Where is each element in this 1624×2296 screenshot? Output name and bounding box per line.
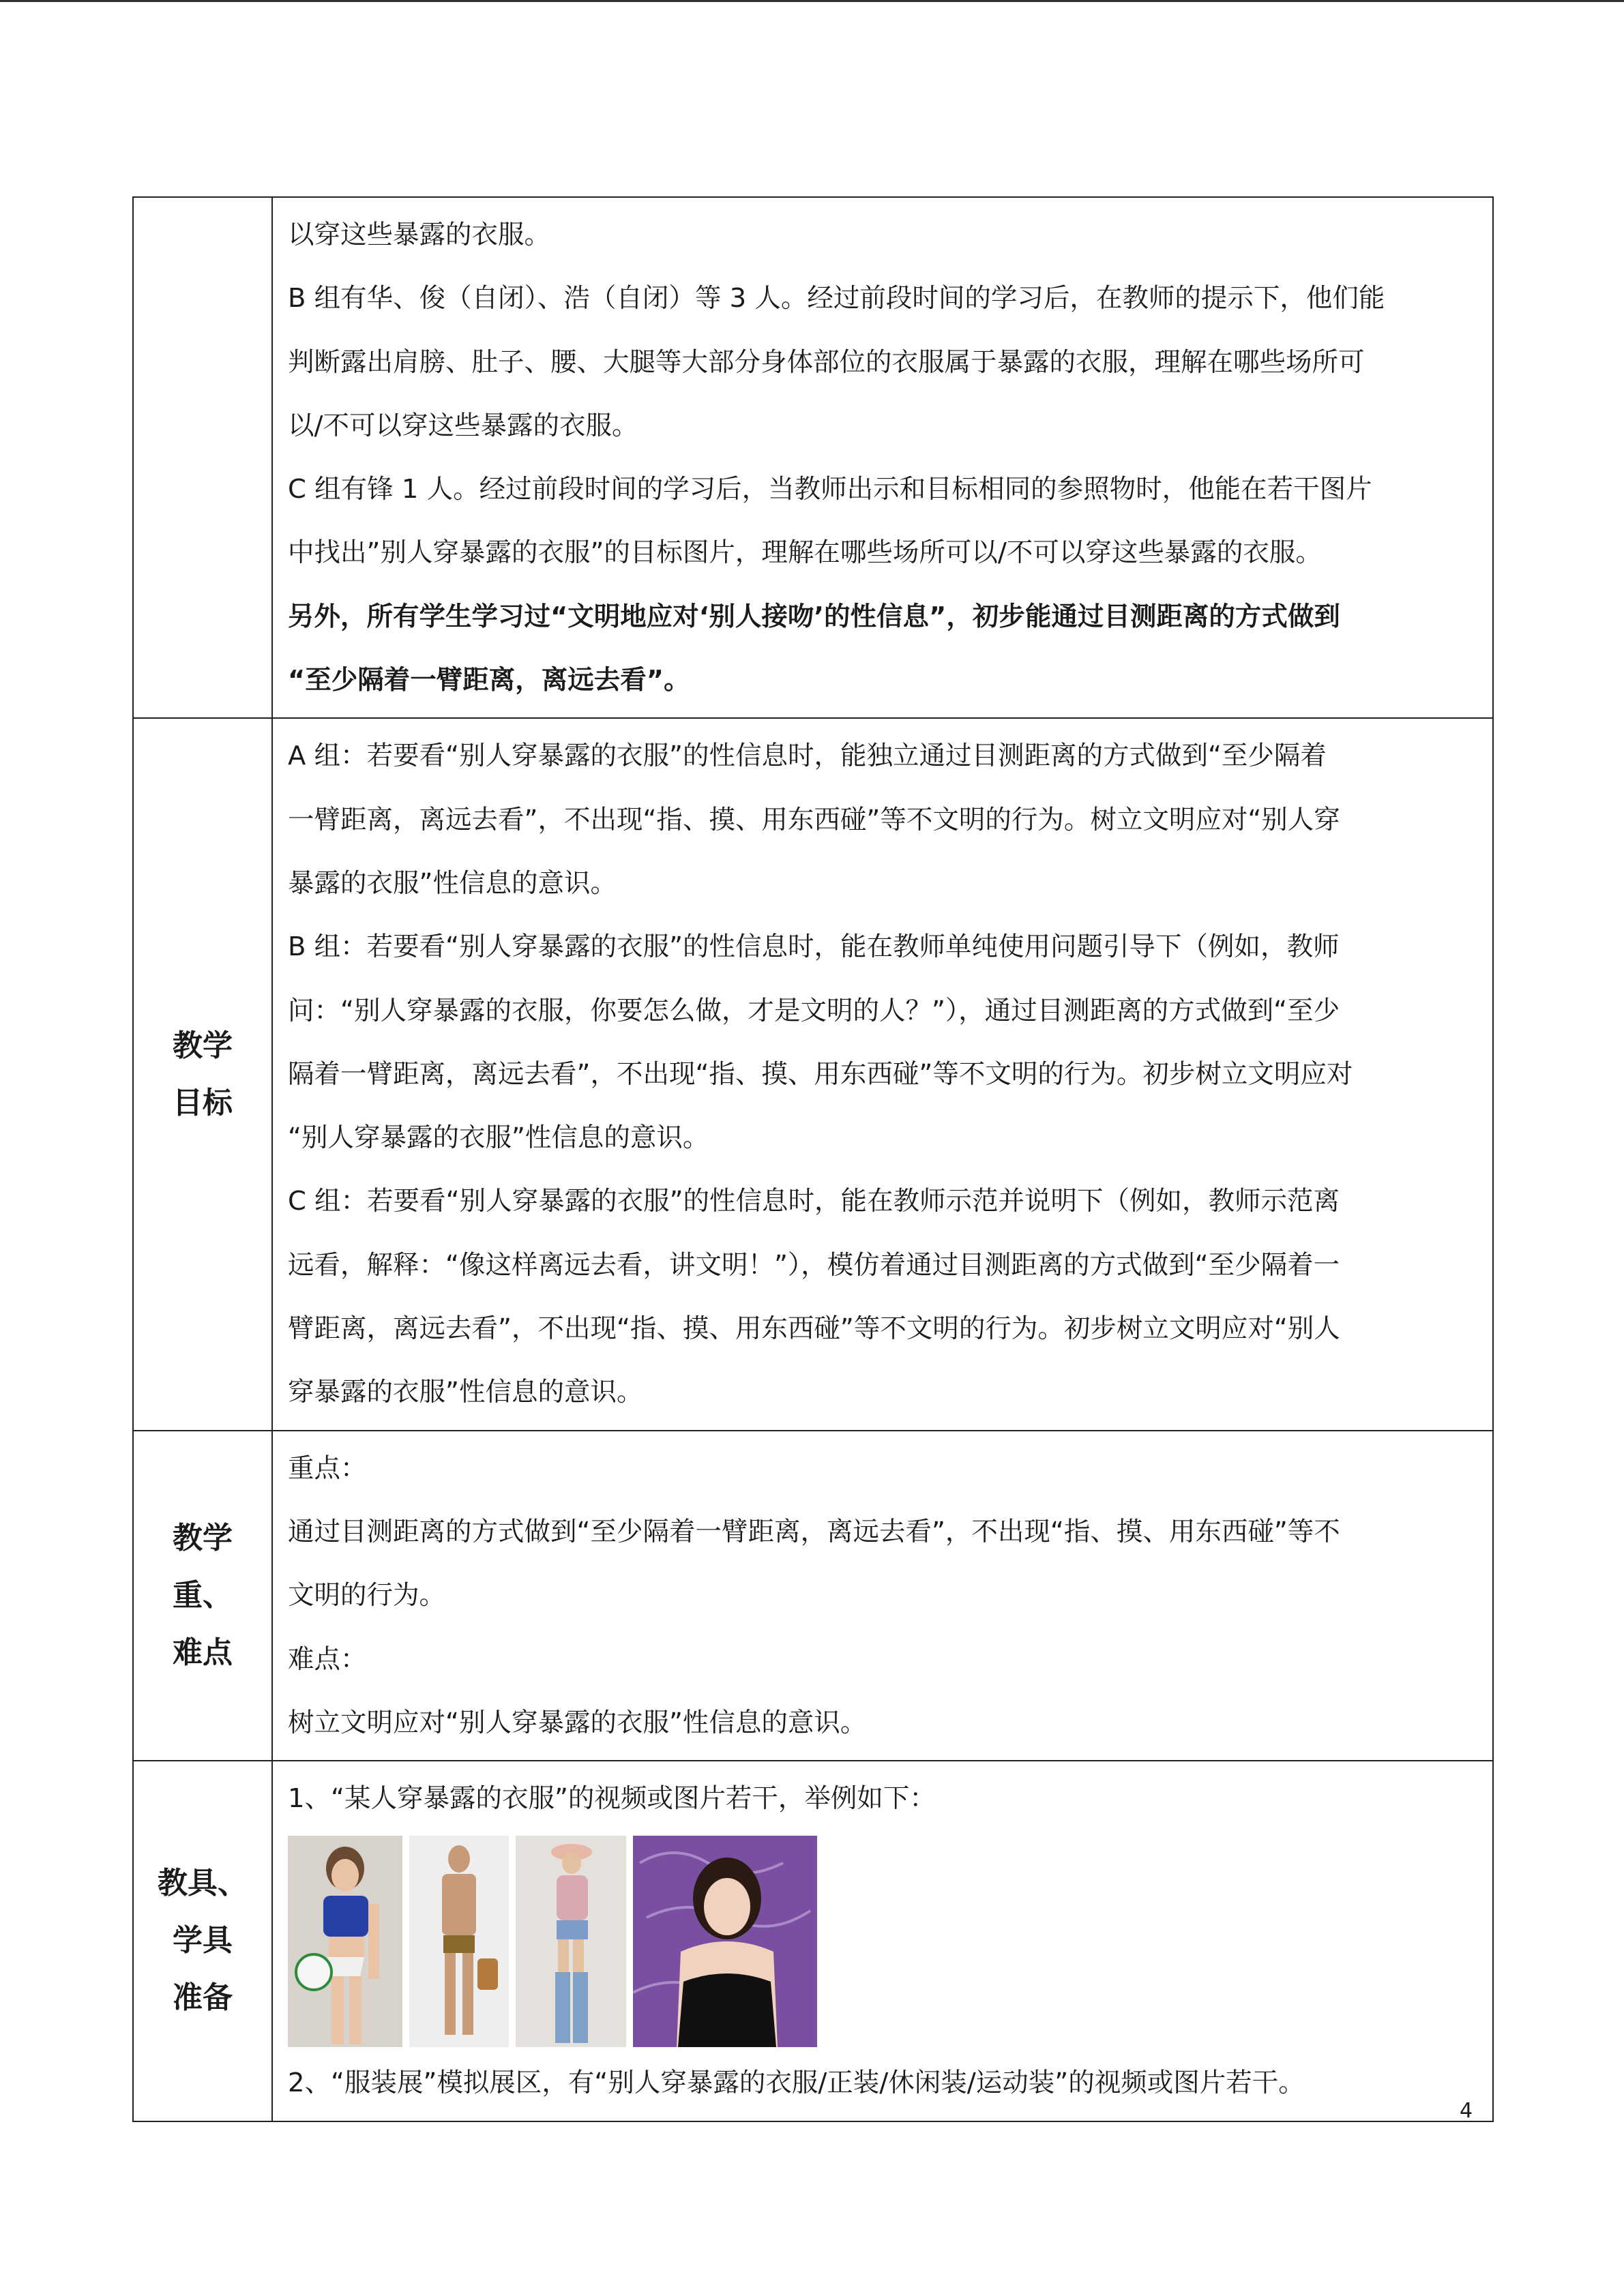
- lesson-plan-table: [132, 196, 1494, 2122]
- key-points-content: [272, 1431, 1493, 1761]
- label-text: 教具、: [158, 1866, 248, 1901]
- text-line: 穿暴露的衣服”性信息的意识。: [288, 1377, 643, 1408]
- text-line: B 组有华、俊（自闭）、浩（自闭）等 3 人。经过前段时间的学习后，在教师的提示下，他们能: [288, 283, 1385, 314]
- example-photo-event-attendee: [633, 1836, 817, 2047]
- text-line: 通过目测距离的方式做到“至少隔着一臂距离，离远去看”，不出现“指、摸、用东西碰”等不: [288, 1516, 1340, 1547]
- label-text: 教学: [173, 1520, 233, 1555]
- text-line: 树立文明应对“别人穿暴露的衣服”性信息的意识。: [288, 1707, 867, 1738]
- label-text: 准备: [173, 1980, 233, 2016]
- page-number: 4: [1460, 2099, 1473, 2123]
- text-line: 隔着一臂距离，离远去看”，不出现“指、摸、用东西碰”等不文明的行为。初步树立文明应对: [288, 1058, 1353, 1090]
- text-line: 臂距离，离远去看”，不出现“指、摸、用东西碰”等不文明的行为。初步树立文明应对“别人: [288, 1313, 1340, 1345]
- text-line: 一臂距离，离远去看”，不出现“指、摸、用东西碰”等不文明的行为。树立文明应对“别人穿: [288, 804, 1340, 835]
- text-line: B 组：若要看“别人穿暴露的衣服”的性信息时，能在教师单纯使用问题引导下（例如，教师: [288, 931, 1340, 963]
- bold-text-line: 另外，所有学生学习过“文明地应对‘别人接吻’的性信息”，初步能通过目测距离的方式做到: [288, 601, 1340, 632]
- materials-content: [272, 1761, 1493, 2121]
- text-line: 以/不可以穿这些暴露的衣服。: [288, 410, 638, 441]
- objectives-content: [272, 718, 1493, 1430]
- label-text: 重、: [173, 1577, 233, 1613]
- example-photo-runway-model: [409, 1836, 509, 2047]
- row-teaching-objectives: [133, 718, 1493, 1430]
- text-line: 文明的行为。: [288, 1580, 446, 1611]
- row-label-materials: [133, 1761, 272, 2121]
- row-label-key-points: [133, 1431, 272, 1761]
- text-line: 中找出”别人穿暴露的衣服”的目标图片，理解在哪些场所可以/不可以穿这些暴露的衣服。: [288, 537, 1322, 569]
- row-materials: [133, 1761, 1493, 2121]
- label-text: 学具: [173, 1923, 233, 1958]
- label-text: 目标: [173, 1085, 233, 1120]
- text-line: 远看，解释：“像这样离远去看，讲文明！”），模仿着通过目测距离的方式做到“至少隔着一: [288, 1249, 1340, 1281]
- text-line: 暴露的衣服”性信息的意识。: [288, 867, 617, 899]
- example-photo-street-style: [516, 1836, 626, 2047]
- top-border-line: [0, 0, 1624, 2]
- row-label-objectives: [133, 718, 272, 1430]
- label-text: 难点: [173, 1635, 233, 1670]
- text-line: 问：“别人穿暴露的衣服，你要怎么做，才是文明的人？”），通过目测距离的方式做到“至少: [288, 995, 1340, 1026]
- text-line: “别人穿暴露的衣服”性信息的意识。: [288, 1122, 709, 1154]
- example-photo-soccer-outfit: [288, 1836, 402, 2047]
- text-line: 难点：: [288, 1643, 367, 1675]
- text-line: 判断露出肩膀、肚子、腰、大腿等大部分身体部位的衣服属于暴露的衣服，理解在哪些场所可: [288, 346, 1365, 378]
- text-line: 2、“服装展”模拟展区，有“别人穿暴露的衣服/正装/休闲装/运动装”的视频或图片若干。: [288, 2068, 1305, 2099]
- row-label-empty: [133, 197, 272, 718]
- text-line: 重点：: [288, 1452, 367, 1484]
- text-line: 以穿这些暴露的衣服。: [288, 220, 551, 250]
- text-line: C 组有锋 1 人。经过前段时间的学习后，当教师出示和目标相同的参照物时，他能在若干图片: [288, 474, 1372, 505]
- example-photos: [288, 1836, 1477, 2048]
- student-analysis-content: [272, 197, 1493, 718]
- text-line: A 组：若要看“别人穿暴露的衣服”的性信息时，能独立通过目测距离的方式做到“至少隔着: [288, 741, 1327, 772]
- label-text: 教学: [173, 1028, 233, 1063]
- bold-text-line: “至少隔着一臂距离，离远去看”。: [288, 665, 690, 696]
- row-student-analysis-continued: [133, 197, 1493, 718]
- text-line: C 组：若要看“别人穿暴露的衣服”的性信息时，能在教师示范并说明下（例如，教师示范离: [288, 1186, 1340, 1217]
- text-line: 1、“某人穿暴露的衣服”的视频或图片若干，举例如下：: [288, 1783, 936, 1815]
- row-key-points: [133, 1431, 1493, 1761]
